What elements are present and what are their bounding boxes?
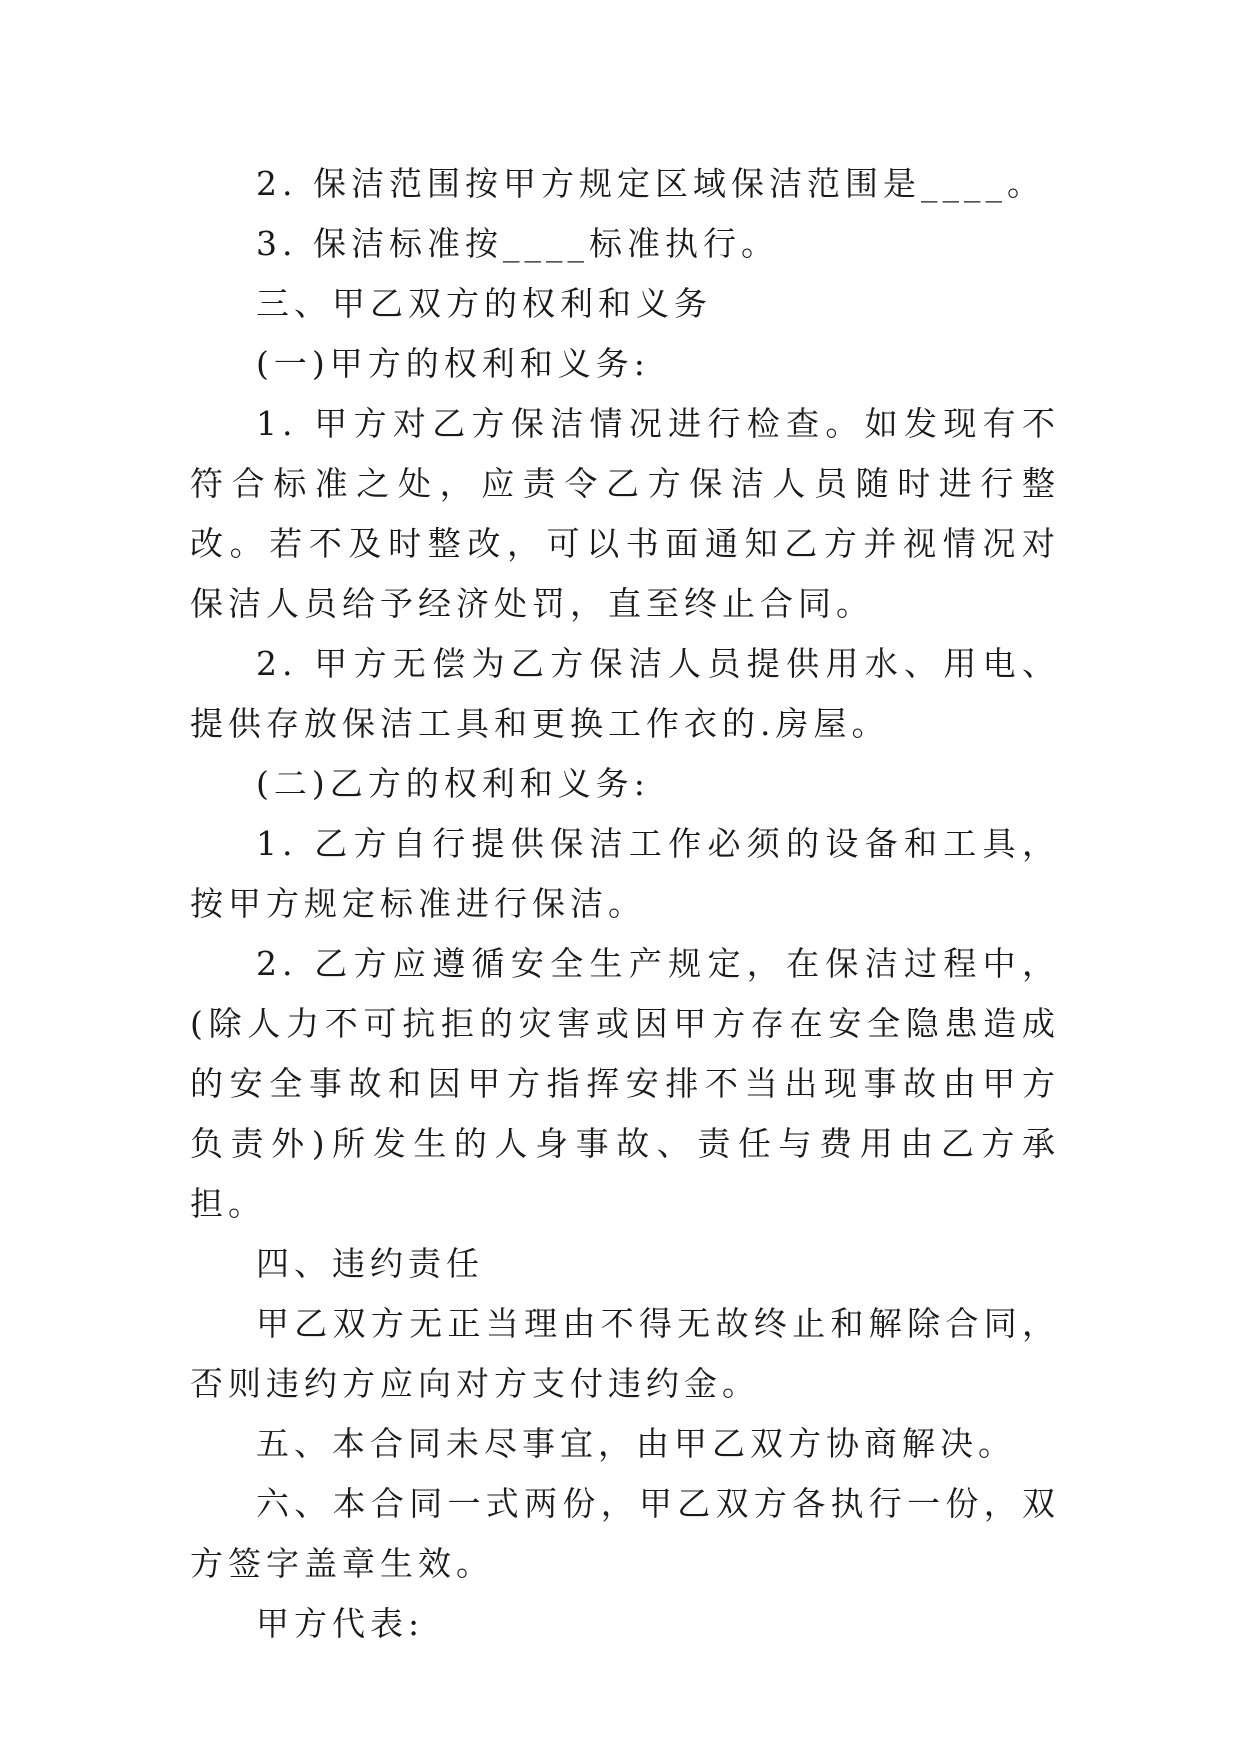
paragraph-breach-terms: 甲乙双方无正当理由不得无故终止和解除合同，否则违约方应向对方支付违约金。 (190, 1304, 1060, 1403)
paragraph-cleaning-scope: 2. 保洁范围按甲方规定区域保洁范围是____。 (256, 164, 1045, 203)
subheading-party-b: (二)乙方的权利和义务: (256, 764, 650, 803)
document-body (190, 154, 1060, 1654)
paragraph-party-b-safety: 2. 乙方应遵循安全生产规定，在保洁过程中，(除人力不可抗拒的灾害或因甲方存在安全隐患造成的安全事故和因甲方指挥安排不当出现事故由甲方负责外)所发生的人身事故、责任与费用由乙方承担。 (190, 944, 1060, 1223)
heading-breach-liability: 四、违约责任 (256, 1244, 484, 1283)
subheading-party-a: (一)甲方的权利和义务: (256, 344, 650, 383)
paragraph-unresolved-matters: 五、本合同未尽事宜，由甲乙双方协商解决。 (256, 1424, 1016, 1463)
paragraph-party-b-equipment: 1. 乙方自行提供保洁工作必须的设备和工具，按甲方规定标准进行保洁。 (190, 824, 1060, 923)
paragraph-party-a-inspection: 1. 甲方对乙方保洁情况进行检查。如发现有不符合标准之处，应责令乙方保洁人员随时进行整改。若不及时整改，可以书面通知乙方并视情况对保洁人员给予经济处罚，直至终止合同。 (190, 404, 1060, 623)
paragraph-party-a-provision: 2. 甲方无偿为乙方保洁人员提供用水、用电、提供存放保洁工具和更换工作衣的.房屋。 (190, 644, 1060, 743)
paragraph-copies: 六、本合同一式两份，甲乙双方各执行一份，双方签字盖章生效。 (190, 1484, 1060, 1583)
heading-rights-obligations: 三、甲乙双方的权利和义务 (256, 284, 712, 323)
signature-party-a-label: 甲方代表: (256, 1604, 425, 1643)
paragraph-cleaning-standard: 3. 保洁标准按____标准执行。 (256, 224, 779, 263)
